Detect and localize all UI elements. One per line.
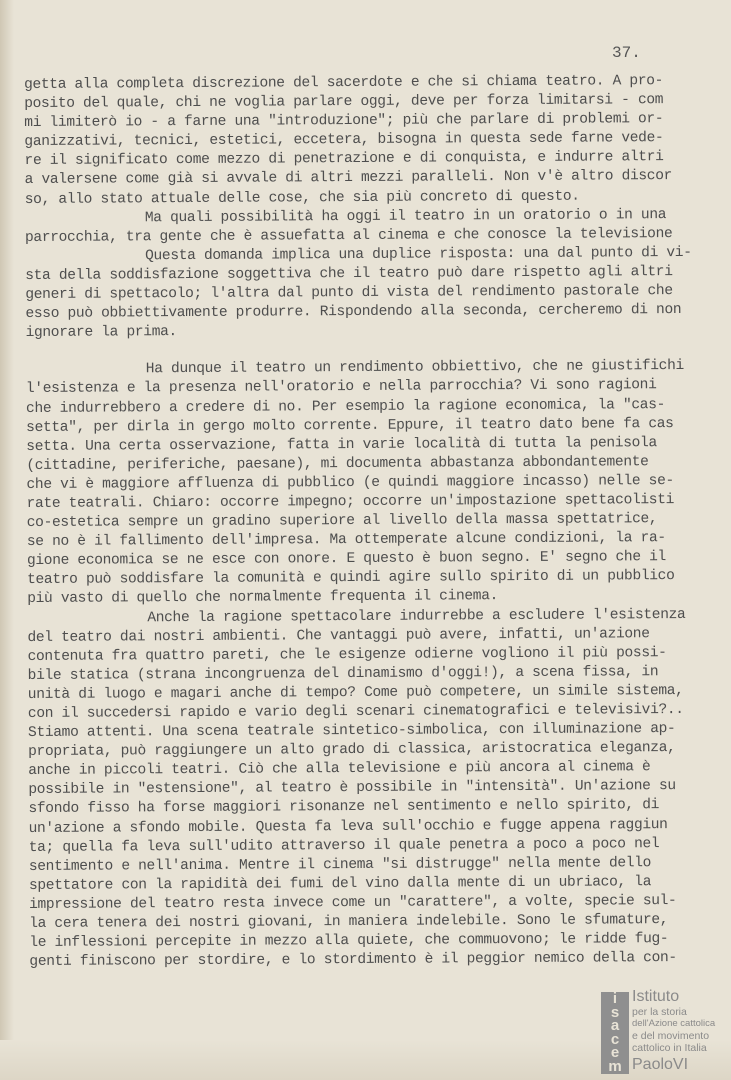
text-line: contenuta fra quattro pareti, che le esigenze odierne vogliono il più possi-	[27, 644, 667, 665]
text-line: impressione del teatro resta invece come un "carattere", a volte, specie sul-	[29, 892, 677, 913]
text-line: che indurrebbero a credere di no. Per esempio la ragione economica, la "cas-	[25, 396, 666, 417]
text-line: posito del quale, chi ne voglia parlare oggi, deve per forza limitarsi - com	[24, 92, 664, 113]
text-line: sta della soddisfazione soggettiva che il teatro può dare rispetto agli altri	[25, 263, 673, 284]
isacem-logo-mark: i s a c e m	[601, 992, 629, 1074]
text-line: le inflessioni percepite in mezzo alla quiete, che commuovono; le ridde fug-	[29, 931, 669, 952]
text-line: genti finiscono per stordire, e lo stordimento è il peggior nemico della con-	[29, 950, 677, 971]
text-line: bile statica (strana incongruenza del dinamismo d'oggi!), a scena fissa, in	[27, 663, 659, 684]
page-number: 37.	[612, 44, 641, 62]
text-line: Ha dunque il teatro un rendimento obbiettivo, che ne giustifichi	[145, 358, 684, 378]
text-line: con il succedersi rapido e vario degli scenari cinematografici e televisivi?..	[27, 701, 684, 722]
typewritten-body	[24, 72, 709, 972]
watermark-line: PaoloVI	[632, 1056, 689, 1073]
text-line: la cera tenera dei nostri giovani, in maniera indelebile. Sono le sfumature,	[29, 912, 669, 933]
page-edge-shadow	[0, 0, 14, 1080]
text-line: gione economica se ne esce con onore. E questo è buon segno. E' segno che il	[26, 549, 666, 570]
text-line: propriata, può raggiungere un alto grado di classica, aristocratica eleganza,	[28, 740, 676, 761]
text-line: esso può obbiettivamente produrre. Rispondendo alla seconda, cercheremo di non	[25, 302, 682, 323]
text-line: re il significato come mezzo di penetrazione e di conquista, e indurre altri	[24, 149, 664, 170]
text-line: anche in piccoli teatri. Ciò che alla televisione e più ancora al cinema è	[28, 759, 651, 780]
text-line: rate teatrali. Chiaro: occorre impegno; occorre un'impostazione spettacolisti	[26, 492, 675, 512]
text-line: setta", per dirla in gergo molto corrente. Eppure, il teatro dato bene fa cas	[26, 415, 674, 436]
text-line: mi limiterò io - a farne una "introduzione"; più che parlare di problemi or-	[24, 111, 664, 132]
text-line: un'azione a sfondo mobile. Questa fa leva sull'occhio e fugge appena raggiun	[28, 816, 668, 837]
text-line: l'esistenza e la presenza nell'oratorio e nella parrocchia? Vi sono ragioni	[25, 377, 657, 398]
text-line: spettatore con la rapidità dei fumi del vino dalla mente di un ubriaco, la	[28, 874, 652, 894]
text-line: teatro può soddisfare la comunità e quindi agire sullo spirito di un pubblico	[27, 568, 675, 589]
text-line: parrocchia, tra gente che è assuefatta al cinema e che conosce la televisione	[24, 225, 673, 246]
text-line: (cittadine, periferiche, paesane), mi documenta abbastanza abbondantemente	[26, 453, 649, 474]
text-line: sfondo fisso ha forse maggiori risonanze nel sentimento e nello spirito, di	[28, 797, 660, 818]
text-line: unità di luogo e magari anche di tempo? Come può competere, un simile sistema,	[27, 682, 684, 703]
text-line: ignorare la prima.	[25, 324, 177, 342]
watermark-line: Istituto	[632, 988, 680, 1005]
watermark-line: cattolico in Italia	[632, 1042, 707, 1054]
text-line: Stiamo attenti. Una scena teatrale sintetico-simbolica, con illuminazione ap-	[27, 721, 676, 742]
text-line: Ma quali possibilità ha oggi il teatro in un oratorio o in una	[144, 206, 667, 226]
text-line: sentimento e nell'anima. Mentre il cinema "si distrugge" nella mente dello	[28, 854, 652, 875]
text-line: che vi è maggiore affluenza di pubblico (e quindi maggiore incasso) nelle se-	[26, 472, 674, 493]
text-line: del teatro dai nostri ambienti. Che vantaggi può avere, infatti, un'azione	[27, 625, 650, 646]
text-line: a valersene come già si avvale di altri mezzi paralleli. Non v'è altro discor	[24, 168, 673, 189]
text-line: generi di spettacolo; l'altra dal punto di vista del rendimento pastorale che	[25, 283, 673, 304]
text-line: co-estetica sempre un gradino superiore al livello della massa spettatrice,	[26, 511, 658, 532]
text-line: Questa domanda implica una duplice risposta: una dal punto di vi-	[145, 244, 692, 265]
text-line: Anche la ragione spettacolare indurrebbe a escludere l'esistenza	[147, 606, 686, 626]
text-line: so, allo stato attuale delle cose, che sia più concreto di questo.	[24, 188, 580, 208]
text-line: setta. Una certa osservazione, fatta in varie località di tutta la penisola	[26, 434, 657, 455]
watermark-line: e del movimento	[632, 1030, 710, 1042]
text-line: più vasto di quello che normalmente frequenta il cinema.	[27, 588, 499, 608]
text-line: ganizzativi, tecnici, estetici, eccetera, bisogna in questa sede farne vede-	[24, 130, 664, 151]
text-line: getta alla completa discrezione del sacerdote e che si chiama teatro. A pro-	[24, 73, 664, 93]
text-line: ta; quella fa leva sull'udito attraverso il quale penetra a poco a poco nel	[28, 835, 660, 856]
watermark-line: per la storia	[632, 1006, 687, 1018]
text-line: se no è il fallimento dell'impresa. Ma ottemperate alcune condizioni, la ra-	[26, 530, 666, 551]
watermark-line: dell'Azione cattolica	[632, 1018, 716, 1029]
text-line: possibile in "estensione", al teatro è possibile in "intensità". Un'azione su	[28, 778, 676, 799]
isacem-watermark-logo	[596, 988, 731, 1078]
